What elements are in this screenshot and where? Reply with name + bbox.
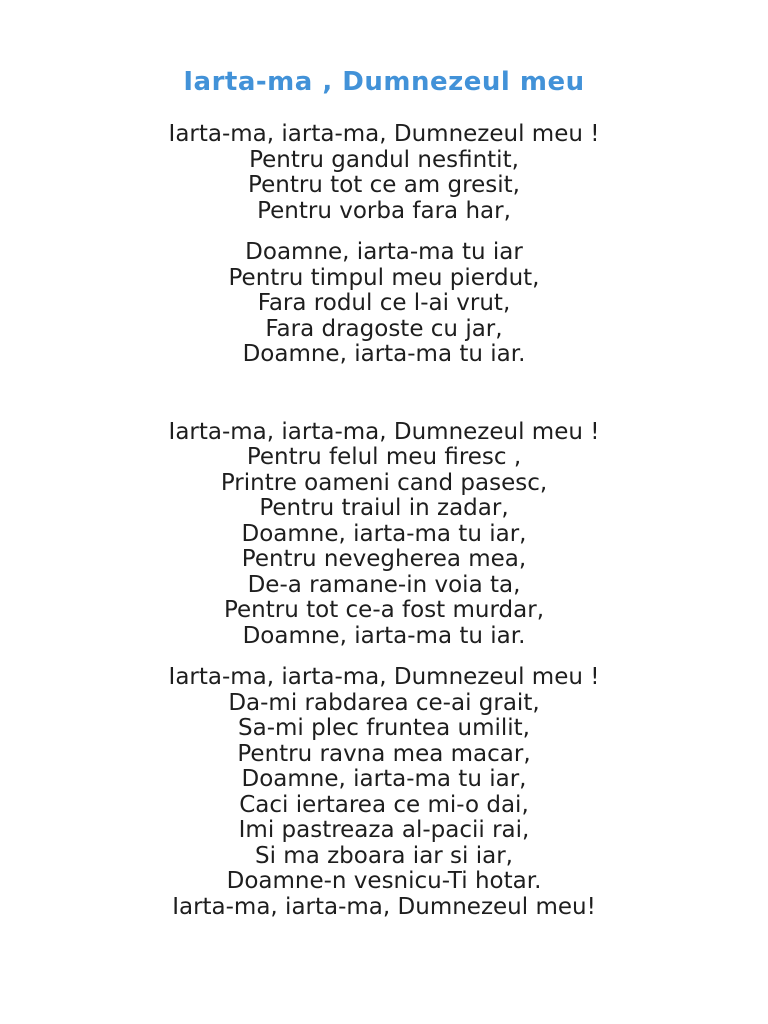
page-title: Iarta-ma , Dumnezeul meu xyxy=(183,67,585,97)
poem-line: Printre oameni cand pasesc, xyxy=(220,469,548,496)
poem-line: Pentru tot ce-a fost murdar, xyxy=(223,597,545,623)
poem-line: Fara dragoste cu jar, xyxy=(265,315,503,342)
poem-line: Imi pastreaza al-pacii rai, xyxy=(238,817,530,843)
poem-body xyxy=(0,122,768,920)
poem-line: Iarta-ma, iarta-ma, Dumnezeul meu! xyxy=(172,893,596,920)
poem-line: Pentru gandul nesfintit, xyxy=(249,146,519,173)
poem-line: Iarta-ma, iarta-ma, Dumnezeul meu ! xyxy=(168,418,600,445)
poem-line: Pentru nevegherea mea, xyxy=(241,546,527,572)
poem-line: Da-mi rabdarea ce-ai grait, xyxy=(228,689,540,716)
poem-line: Doamne, iarta-ma tu iar xyxy=(245,239,523,265)
poem-line: Iarta-ma, iarta-ma, Dumnezeul meu ! xyxy=(168,121,600,147)
poem-line: Pentru traiul in zadar, xyxy=(259,495,509,521)
poem-line: Pentru ravna mea macar, xyxy=(237,740,531,767)
poem-line: Si ma zboara iar si iar, xyxy=(255,842,513,869)
poem-line: Fara rodul ce l-ai vrut, xyxy=(257,290,511,316)
poem-line: Caci iertarea ce mi-o dai, xyxy=(239,791,529,818)
poem-line: Pentru vorba fara har, xyxy=(257,197,511,224)
poem-line: Sa-mi plec fruntea umilit, xyxy=(238,715,530,741)
stanza xyxy=(0,122,768,224)
stanza xyxy=(0,240,768,368)
poem-line: De-a ramane-in voia ta, xyxy=(247,571,521,598)
poem-line: Doamne, iarta-ma tu iar. xyxy=(242,622,526,649)
poem-line: Doamne, iarta-ma tu iar, xyxy=(241,520,527,547)
poem-line: Doamne, iarta-ma tu iar, xyxy=(241,766,527,792)
poem-line: Pentru tot ce am gresit, xyxy=(248,172,520,198)
poem-line: Pentru timpul meu pierdut, xyxy=(228,264,540,291)
stanza xyxy=(0,665,768,920)
poem-line: Doamne, iarta-ma tu iar. xyxy=(242,341,526,367)
poem-line: Pentru felul meu firesc , xyxy=(246,444,522,470)
poem-line: Iarta-ma, iarta-ma, Dumnezeul meu ! xyxy=(168,664,600,690)
stanza xyxy=(0,420,768,650)
poem-line: Doamne-n vesnicu-Ti hotar. xyxy=(226,868,542,894)
